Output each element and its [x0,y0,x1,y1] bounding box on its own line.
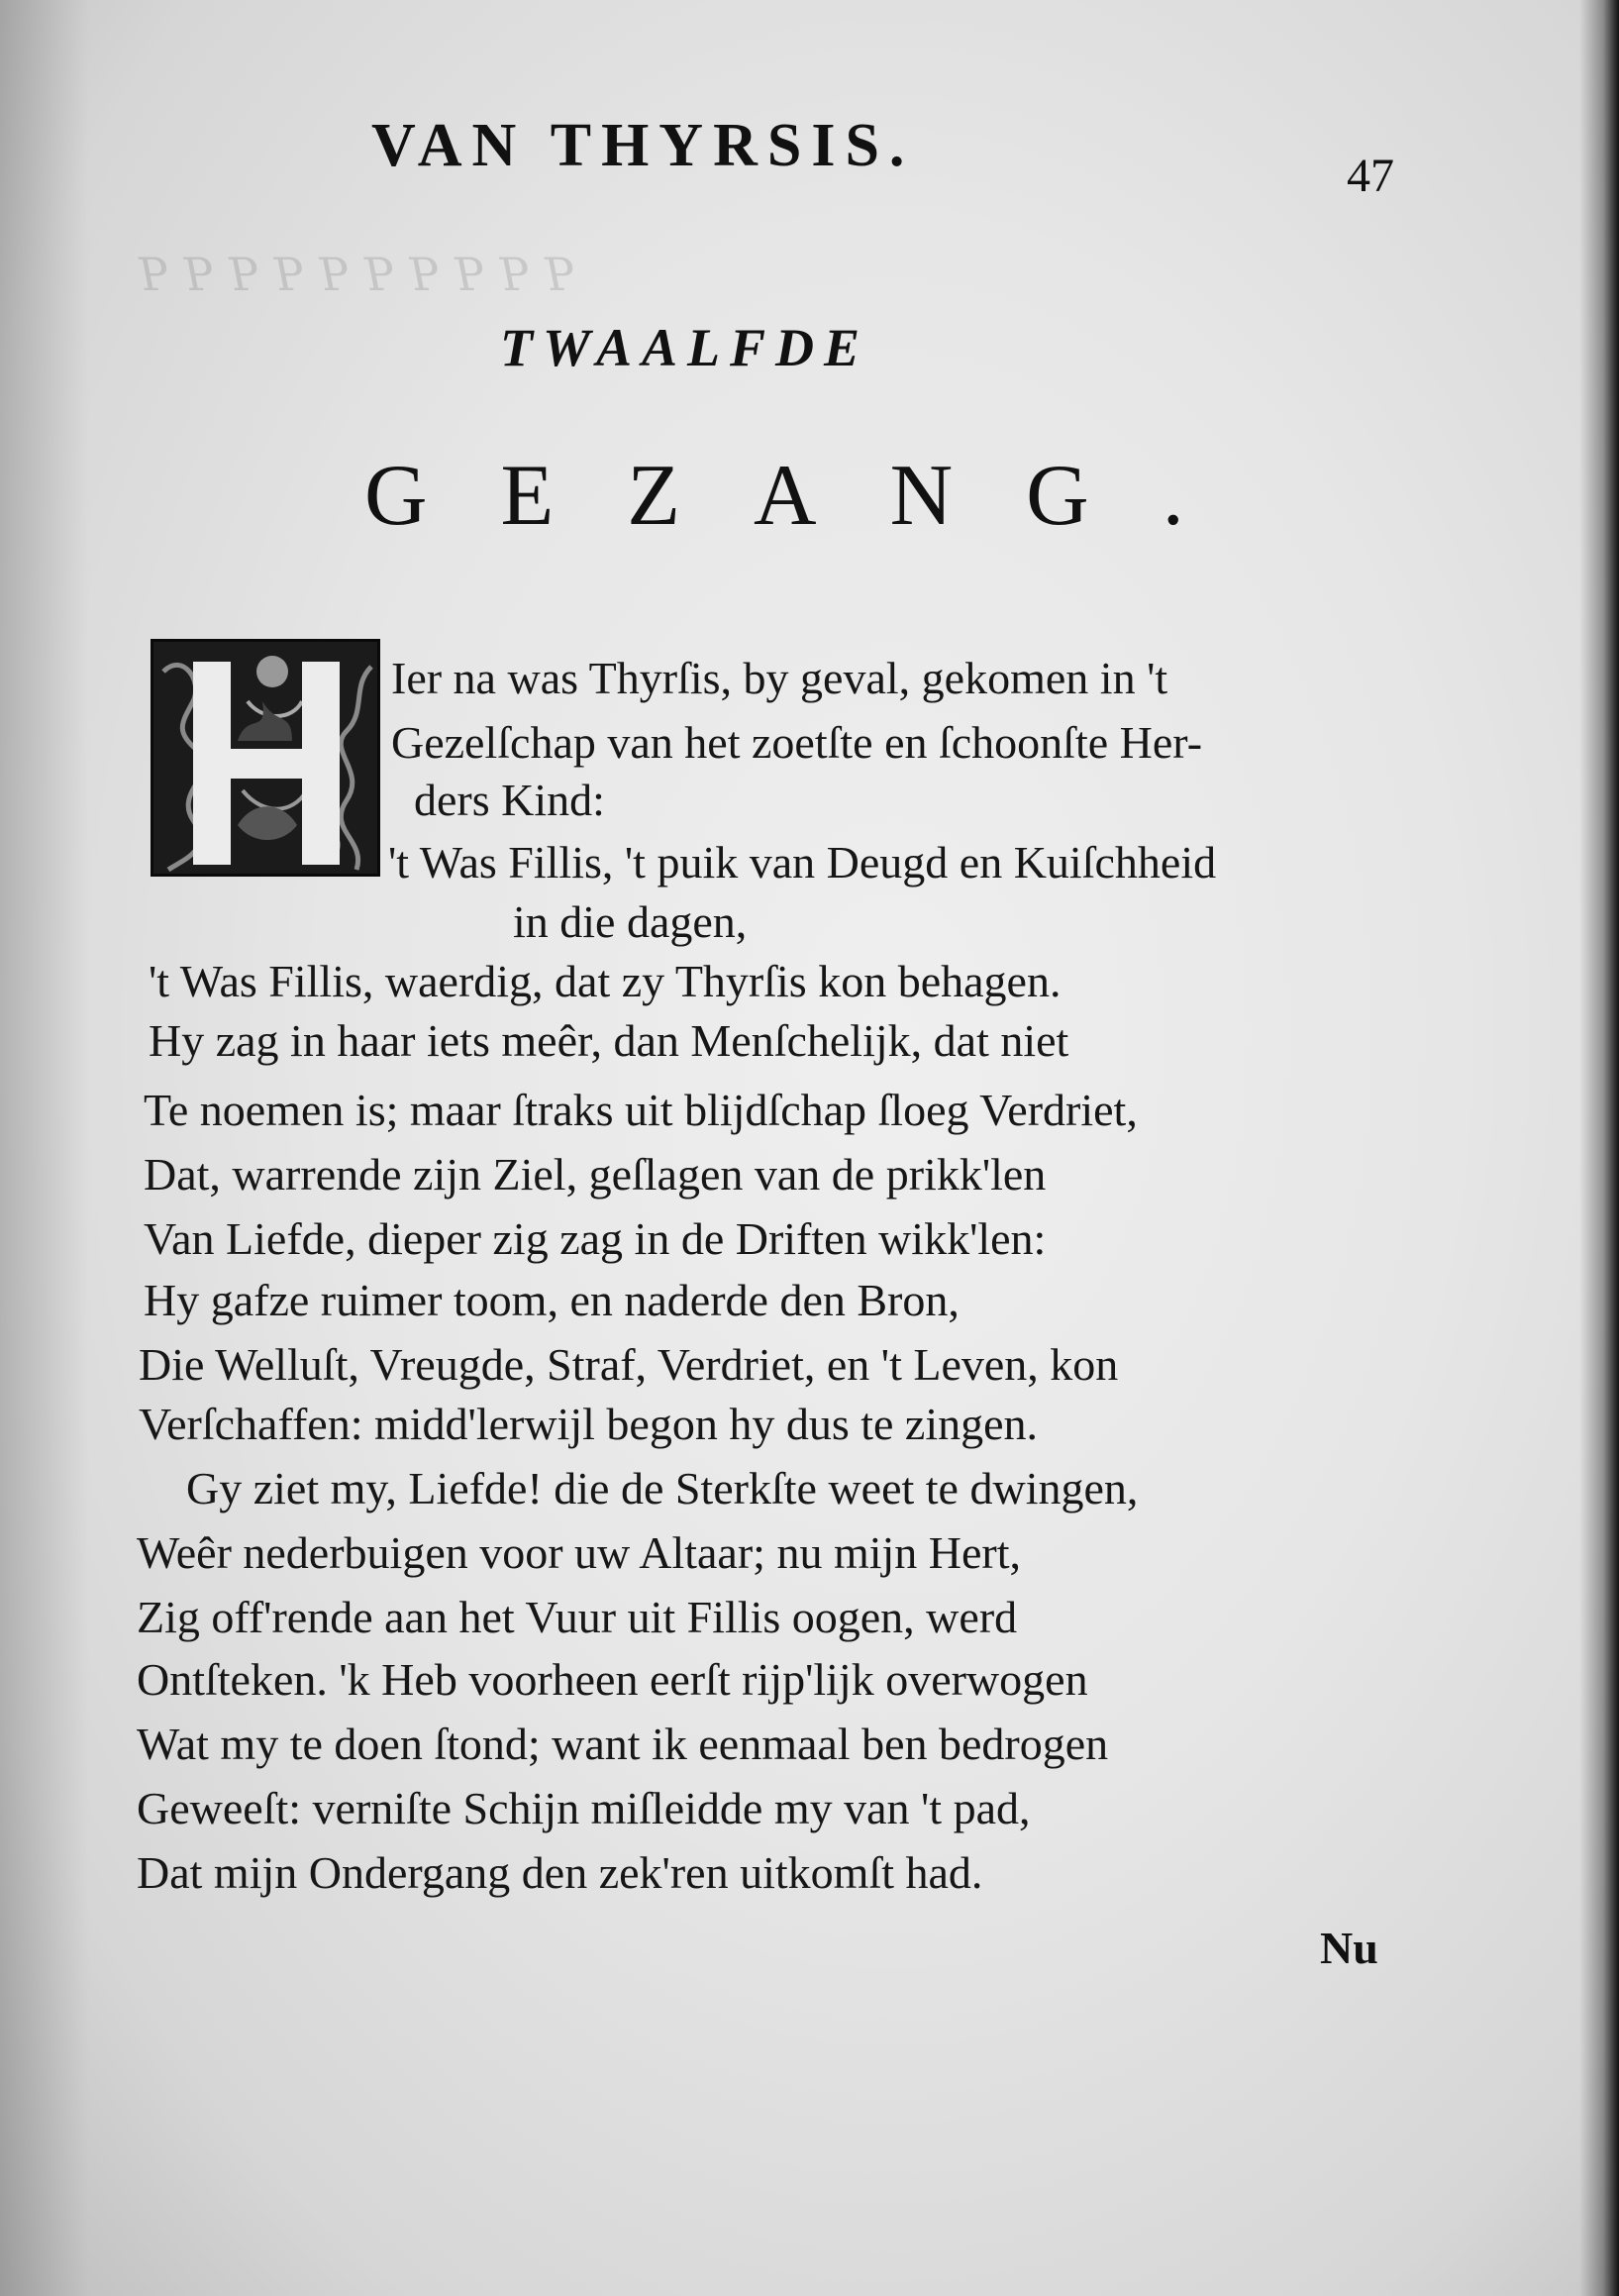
text-line: Ier na was Thyrſis, by geval, gekomen in 't [391,653,1168,703]
decorated-initial-ornament [153,642,380,877]
text-line: Van Liefde, dieper zig zag in de Driften wikk'len: [144,1213,1047,1264]
text-line: in die dagen, [513,896,748,947]
catchword: Nu [1320,1923,1378,1973]
text-line: Geweeſt: verniſte Schijn miſleidde my van 't pad, [137,1783,1031,1833]
text-line: Weêr nederbuigen voor uw Altaar; nu mijn Hert, [137,1527,1022,1578]
chapter-heading-ordinal: TWAALFDE [500,318,870,377]
running-head: VAN THYRSIS. [371,112,915,179]
chapter-heading-title: GEZANG. [364,448,1258,544]
text-line: Ontſteken. 'k Heb voorheen eerſt rijp'lijk overwogen [137,1654,1088,1705]
text-line: 't Was Fillis, 't puik van Deugd en Kuiſchheid [388,837,1217,887]
text-line: Gezelſchap van het zoetſte en ſchoonſte Her- [391,717,1203,768]
text-line: ders Kind: [414,775,605,825]
text-line: Verſchaffen: midd'lerwijl begon hy dus te zingen. [139,1399,1039,1449]
show-through-texture: ꟼ ꟼ ꟼ ꟼ ꟼ ꟼ ꟼ ꟼ ꟼ ꟼ [139,248,576,301]
text-line: Dat mijn Ondergang den zek'ren uitkomſt had. [137,1847,983,1898]
text-line: Hy gafze ruimer toom, en naderde den Bron, [144,1275,960,1325]
text-line: Te noemen is; maar ſtraks uit blijdſchap ſloeg Verdriet, [144,1085,1138,1135]
text-line: Gy ziet my, Liefde! die de Sterkſte weet te dwingen, [186,1463,1139,1513]
text-line: Hy zag in haar iets meêr, dan Menſchelijk, dat niet [149,1015,1069,1066]
text-line: Die Welluſt, Vreugde, Straf, Verdriet, en 't Leven, kon [139,1339,1119,1390]
page-edge-shadow [1579,0,1619,2296]
page-shadow-left [0,0,89,2296]
text-line: Wat my te doen ſtond; want ik eenmaal ben bedrogen [137,1719,1109,1769]
text-line: 't Was Fillis, waerdig, dat zy Thyrſis kon behagen. [149,956,1062,1006]
page-number: 47 [1347,150,1394,202]
text-line: Zig off'rende aan het Vuur uit Fillis oogen, werd [137,1592,1018,1642]
text-line: Dat, warrende zijn Ziel, geſlagen van de prikk'len [144,1149,1047,1200]
decorated-initial-h [151,639,380,877]
